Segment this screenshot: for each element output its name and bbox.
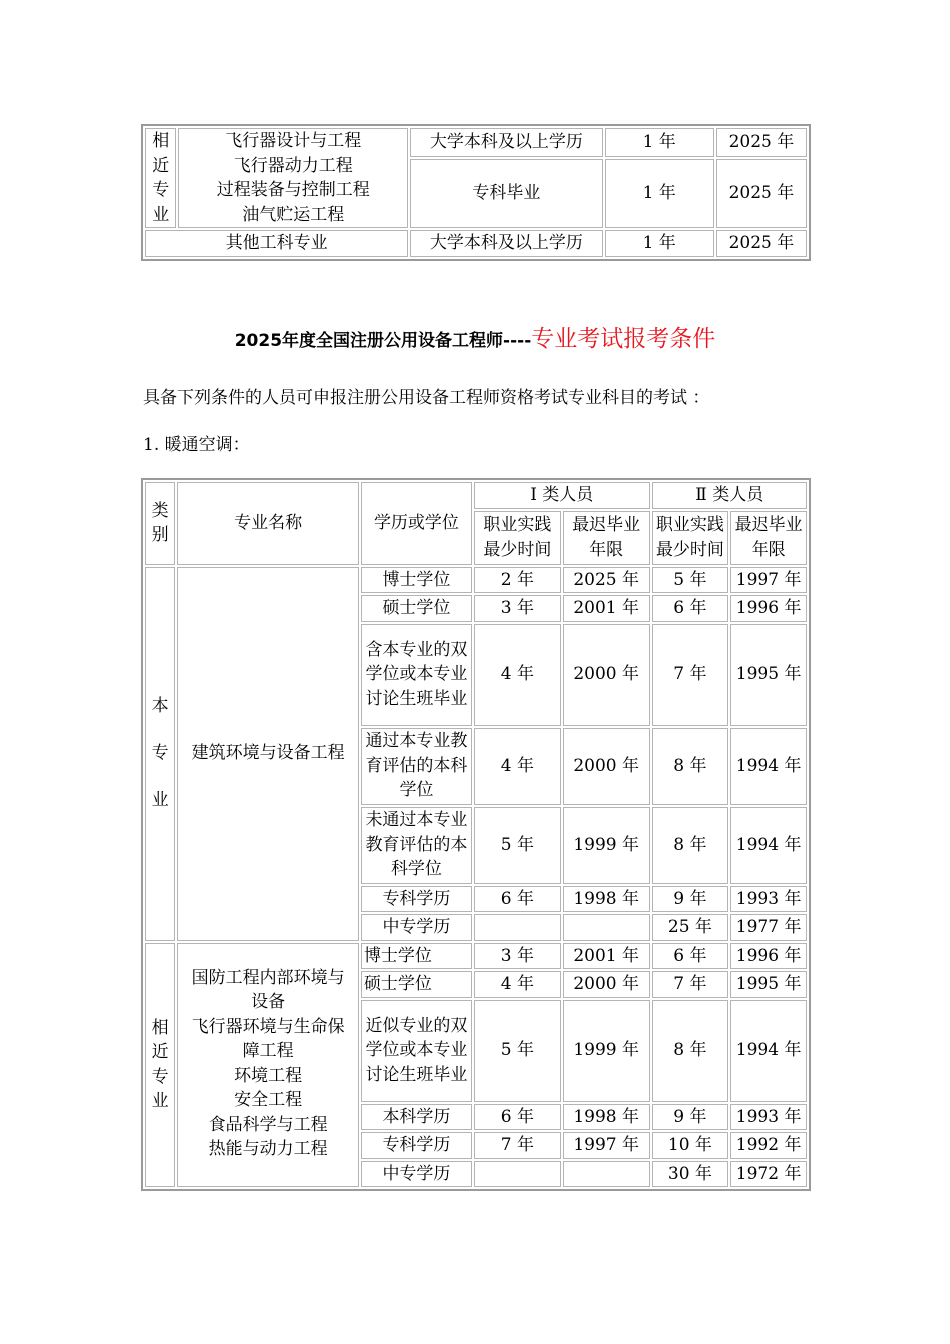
education-cell: 大学本科及以上学历 <box>410 128 602 157</box>
c1-grad-cell: 1998 年 <box>563 1104 650 1131</box>
c1-years-cell: 3 年 <box>474 595 561 622</box>
c1-grad-cell <box>563 914 650 941</box>
c2-grad-cell: 1977 年 <box>730 914 807 941</box>
c1-grad-cell: 2001 年 <box>563 595 650 622</box>
c2-grad-cell: 1994 年 <box>730 728 807 805</box>
category-char: 相 <box>151 1017 169 1038</box>
c1-years-cell <box>474 1161 561 1188</box>
education-cell: 专科学历 <box>361 886 472 913</box>
major-name: 环境工程 <box>234 1065 303 1086</box>
header-class-2: Ⅱ 类人员 <box>652 482 807 509</box>
category-char: 本 <box>151 696 169 716</box>
major-name: 油气贮运工程 <box>242 204 345 225</box>
c1-years-cell: 6 年 <box>474 1104 561 1131</box>
c2-years-cell: 7 年 <box>652 971 729 998</box>
c2-years-cell: 9 年 <box>652 1104 729 1131</box>
hvac-requirements-table <box>141 478 811 1191</box>
major-name: 飞行器动力工程 <box>233 155 353 176</box>
c1-grad-cell: 1999 年 <box>563 1000 650 1102</box>
c2-years-cell: 6 年 <box>652 595 729 622</box>
practice-years-cell: 1 年 <box>605 159 714 228</box>
education-cell: 中专学历 <box>361 914 472 941</box>
header-c2-practice <box>652 511 729 565</box>
c2-years-cell: 8 年 <box>652 728 729 805</box>
education-text: 通过本专业教育评估的本科学位 <box>365 731 468 801</box>
c2-grad-cell: 1995 年 <box>730 624 807 726</box>
education-cell: 本科学历 <box>361 1104 472 1131</box>
education-cell: 专科毕业 <box>410 159 602 228</box>
practice-years-cell: 1 年 <box>605 230 714 257</box>
c1-years-cell: 3 年 <box>474 943 561 970</box>
education-text: 含本专业的双学位或本专业讨论生班毕业 <box>365 639 468 709</box>
category-char: 专 <box>151 1066 169 1087</box>
category-char: 相 <box>152 131 170 151</box>
header-category <box>145 482 175 565</box>
education-cell: 博士学位 <box>361 567 472 594</box>
major-name-cell: 建筑环境与设备工程 <box>177 567 359 941</box>
c2-grad-cell: 1996 年 <box>730 943 807 970</box>
c1-grad-cell: 2001 年 <box>563 943 650 970</box>
education-cell: 硕士学位 <box>361 971 472 998</box>
header-c1-grad <box>563 511 650 565</box>
c1-grad-cell: 2000 年 <box>563 624 650 726</box>
education-cell <box>361 624 472 726</box>
header-text: 职业实践最少时间 <box>655 515 724 560</box>
c2-years-cell: 6 年 <box>652 943 729 970</box>
education-text: 近似专业的双学位或本专业讨论生班毕业 <box>365 1015 468 1085</box>
education-cell: 博士学位 <box>361 943 472 970</box>
category-char: 专 <box>151 743 169 763</box>
c1-grad-cell: 1999 年 <box>563 807 650 884</box>
section-heading-hvac: 1. 暖通空调： <box>143 435 250 455</box>
major-name: 国防工程内部环境与设备 <box>191 967 345 1012</box>
c1-grad-cell: 2000 年 <box>563 728 650 805</box>
major-name: 安全工程 <box>234 1090 303 1110</box>
major-name: 过程装备与控制工程 <box>216 180 370 200</box>
grad-year-cell: 2025 年 <box>716 230 807 257</box>
education-cell <box>361 1000 472 1102</box>
c2-years-cell: 8 年 <box>652 1000 729 1102</box>
header-education: 学历或学位 <box>361 482 472 565</box>
c2-years-cell: 30 年 <box>652 1161 729 1188</box>
c1-years-cell: 4 年 <box>474 728 561 805</box>
header-text: 最迟毕业年限 <box>572 515 641 560</box>
c1-years-cell: 6 年 <box>474 886 561 913</box>
c1-years-cell: 2 年 <box>474 567 561 594</box>
header-major: 专业名称 <box>177 482 359 565</box>
category-char: 业 <box>151 790 169 810</box>
c1-years-cell: 5 年 <box>474 807 561 884</box>
c1-grad-cell: 1997 年 <box>563 1132 650 1159</box>
c1-grad-cell: 2025 年 <box>563 567 650 594</box>
similar-majors-cell <box>177 943 359 1188</box>
c2-grad-cell: 1996 年 <box>730 595 807 622</box>
header-text: 职业实践最少时间 <box>483 515 552 560</box>
intro-paragraph: 具备下列条件的人员可申报注册公用设备工程师资格考试专业科目的考试 ： <box>143 388 710 408</box>
category-char: 近 <box>152 155 170 176</box>
title-prefix: 2025年度全国注册公用设备工程师---- <box>234 331 532 351</box>
education-cell: 专科学历 <box>361 1132 472 1159</box>
category-char: 业 <box>152 204 170 225</box>
c1-years-cell: 7 年 <box>474 1132 561 1159</box>
c1-grad-cell: 1998 年 <box>563 886 650 913</box>
c2-grad-cell: 1993 年 <box>730 1104 807 1131</box>
category-this-major <box>145 567 175 941</box>
c2-years-cell: 10 年 <box>652 1132 729 1159</box>
other-major-cell: 其他工科专业 <box>145 230 408 257</box>
education-cell: 大学本科及以上学历 <box>410 230 602 257</box>
education-text: 未通过本专业教育评估的本科学位 <box>365 810 468 880</box>
section-title <box>0 320 950 353</box>
header-text: 最迟毕业年限 <box>734 515 803 560</box>
education-cell: 中专学历 <box>361 1161 472 1188</box>
c1-years-cell: 5 年 <box>474 1000 561 1102</box>
similar-majors-table-continued <box>141 124 811 261</box>
c2-years-cell: 25 年 <box>652 914 729 941</box>
category-cell <box>145 128 176 228</box>
title-highlight: 专业考试报考条件 <box>531 326 716 352</box>
header-class-1: Ⅰ 类人员 <box>474 482 650 509</box>
c2-years-cell: 7 年 <box>652 624 729 726</box>
major-name: 食品科学与工程 <box>208 1114 328 1135</box>
major-name: 热能与动力工程 <box>208 1139 328 1159</box>
c2-grad-cell: 1992 年 <box>730 1132 807 1159</box>
grad-year-cell: 2025 年 <box>716 128 807 157</box>
category-char: 近 <box>151 1042 169 1063</box>
grad-year-cell: 2025 年 <box>716 159 807 228</box>
c2-grad-cell: 1972 年 <box>730 1161 807 1188</box>
major-name: 飞行器环境与生命保障工程 <box>191 1016 345 1061</box>
education-cell: 硕士学位 <box>361 595 472 622</box>
category-char: 业 <box>151 1091 169 1112</box>
c2-years-cell: 8 年 <box>652 807 729 884</box>
c2-grad-cell: 1994 年 <box>730 1000 807 1102</box>
category-similar-major <box>145 943 175 1188</box>
c2-years-cell: 5 年 <box>652 567 729 594</box>
category-char: 专 <box>152 180 170 200</box>
c1-years-cell <box>474 914 561 941</box>
major-names-cell <box>178 128 408 228</box>
c2-grad-cell: 1995 年 <box>730 971 807 998</box>
c1-grad-cell <box>563 1161 650 1188</box>
c2-grad-cell: 1997 年 <box>730 567 807 594</box>
major-name: 飞行器设计与工程 <box>225 131 362 151</box>
c2-grad-cell: 1993 年 <box>730 886 807 913</box>
c1-years-cell: 4 年 <box>474 971 561 998</box>
header-c2-grad <box>730 511 807 565</box>
education-cell <box>361 807 472 884</box>
practice-years-cell: 1 年 <box>605 128 714 157</box>
c1-grad-cell: 2000 年 <box>563 971 650 998</box>
education-cell <box>361 728 472 805</box>
c2-years-cell: 9 年 <box>652 886 729 913</box>
c2-grad-cell: 1994 年 <box>730 807 807 884</box>
header-category-text: 类别 <box>151 500 169 546</box>
c1-years-cell: 4 年 <box>474 624 561 726</box>
header-c1-practice <box>474 511 561 565</box>
